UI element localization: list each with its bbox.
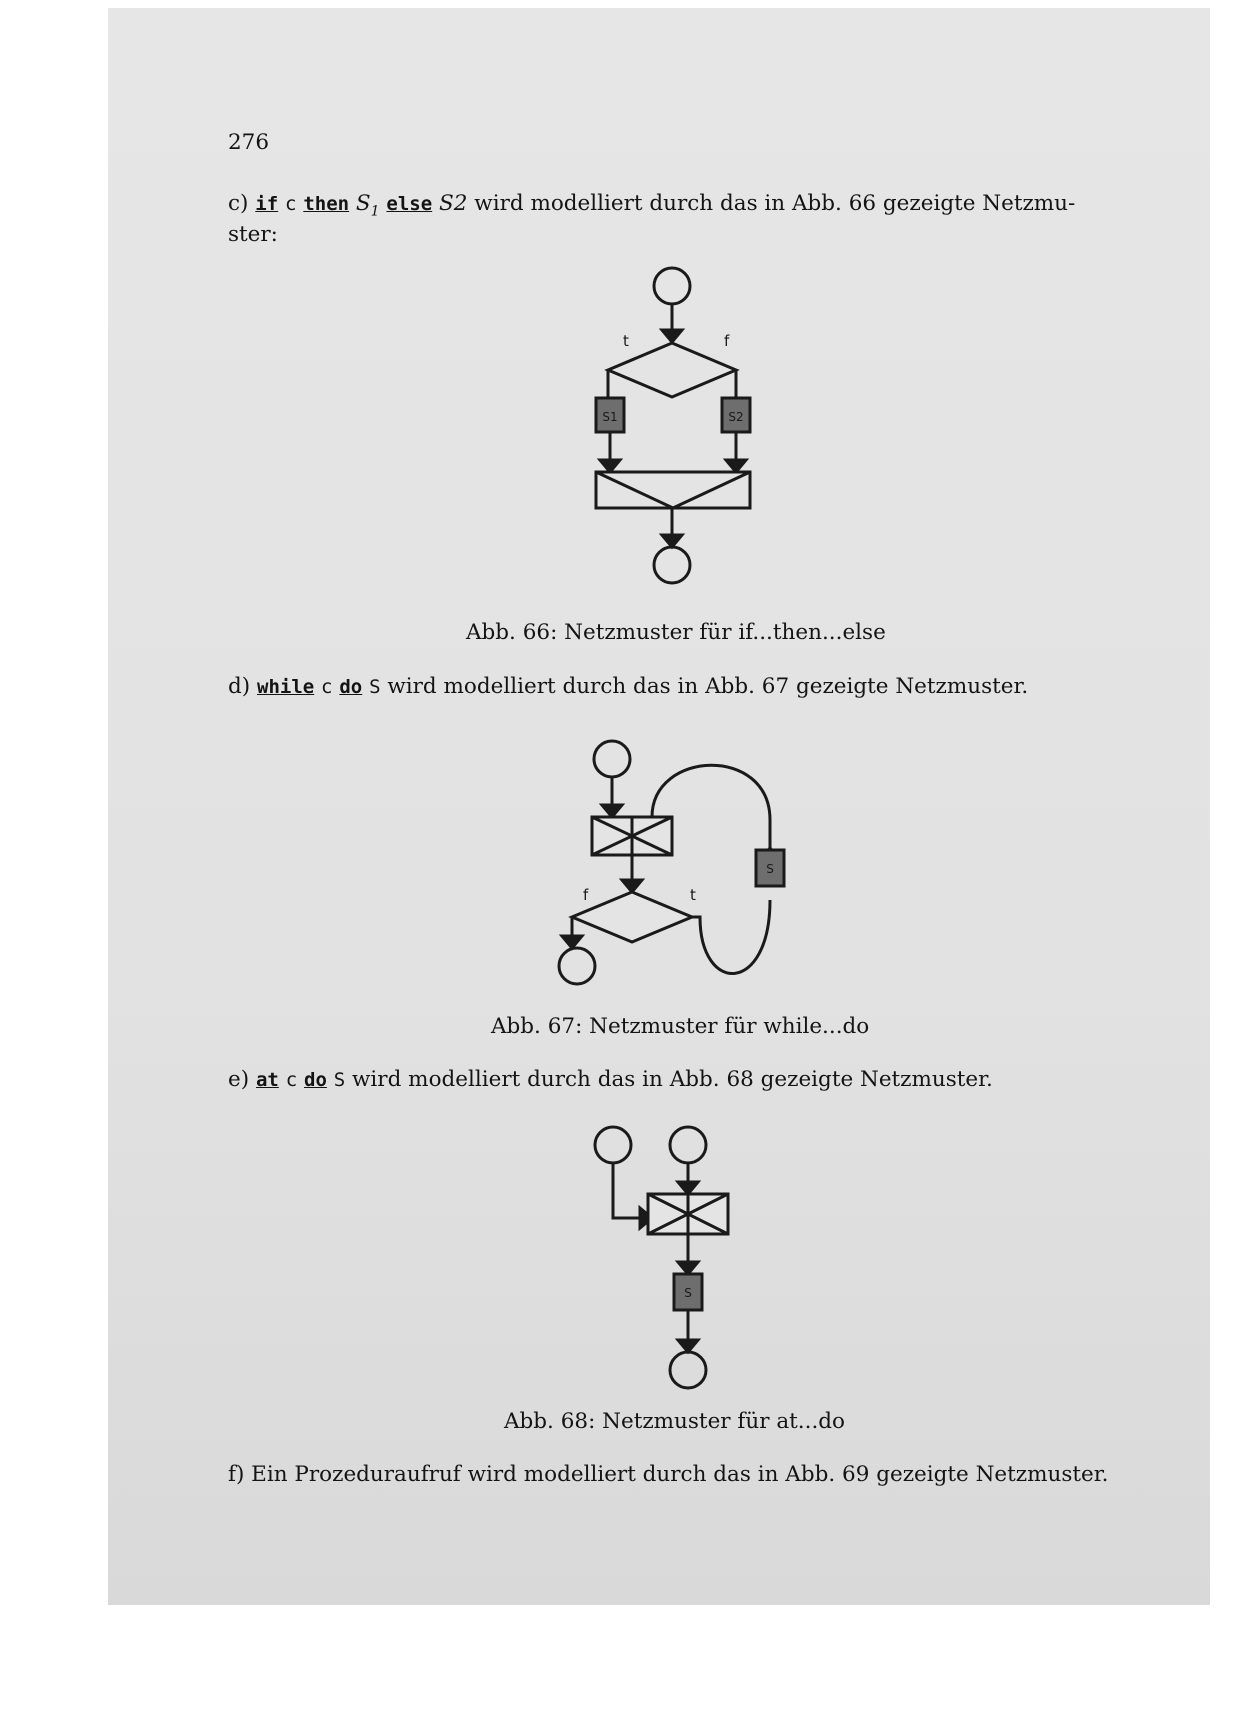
section-d-text: wird modelliert durch das in Abb. 67 gezeigte Netzmuster. <box>387 674 1029 699</box>
condition-c: c <box>321 676 333 698</box>
section-e-text: wird modelliert durch das in Abb. 68 gezeigte Netzmuster. <box>352 1067 993 1092</box>
statement-s: S <box>333 1069 346 1091</box>
keyword-if: if <box>255 193 279 215</box>
box-label-s: S <box>766 862 774 876</box>
keyword-then: then <box>303 193 350 215</box>
condition-c: c <box>285 193 297 215</box>
section-c-label: c) <box>228 191 249 216</box>
place-condition <box>595 1127 631 1163</box>
statement-s: S <box>369 676 381 698</box>
page-number: 276 <box>228 130 270 155</box>
label-f: f <box>724 332 730 350</box>
condition-c: c <box>285 1069 298 1091</box>
statement-s2: S2 <box>439 191 468 216</box>
section-f-line: f) Ein Prozeduraufruf wird modelliert durch das in Abb. 69 gezeigte Netzmuster. <box>228 1462 1109 1487</box>
figure-68-caption: Abb. 68: Netzmuster für at...do <box>504 1409 845 1434</box>
keyword-do: do <box>339 676 363 698</box>
section-c-line2: ster: <box>228 222 278 247</box>
box-label-s1: S1 <box>602 410 618 424</box>
box-label-s: S <box>684 1286 692 1300</box>
label-f: f <box>583 886 589 904</box>
figure-66-caption: Abb. 66: Netzmuster für if...then...else <box>466 620 886 645</box>
box-label-s2: S2 <box>728 410 744 424</box>
place-start <box>670 1127 706 1163</box>
section-d-label: d) <box>228 674 251 699</box>
keyword-do: do <box>304 1069 327 1091</box>
statement-s1: $S_1$ <box>355 191 380 220</box>
section-e-label: e) <box>228 1067 250 1092</box>
section-c-text: wird modelliert durch das in Abb. 66 gezeigte Netzmu- <box>474 191 1076 216</box>
label-t: t <box>623 332 629 350</box>
keyword-while: while <box>257 676 315 698</box>
keyword-at: at <box>255 1069 279 1091</box>
figure-67-caption: Abb. 67: Netzmuster für while...do <box>491 1014 870 1039</box>
label-t: t <box>690 886 696 904</box>
place-end <box>670 1352 706 1388</box>
keyword-else: else <box>386 193 433 215</box>
